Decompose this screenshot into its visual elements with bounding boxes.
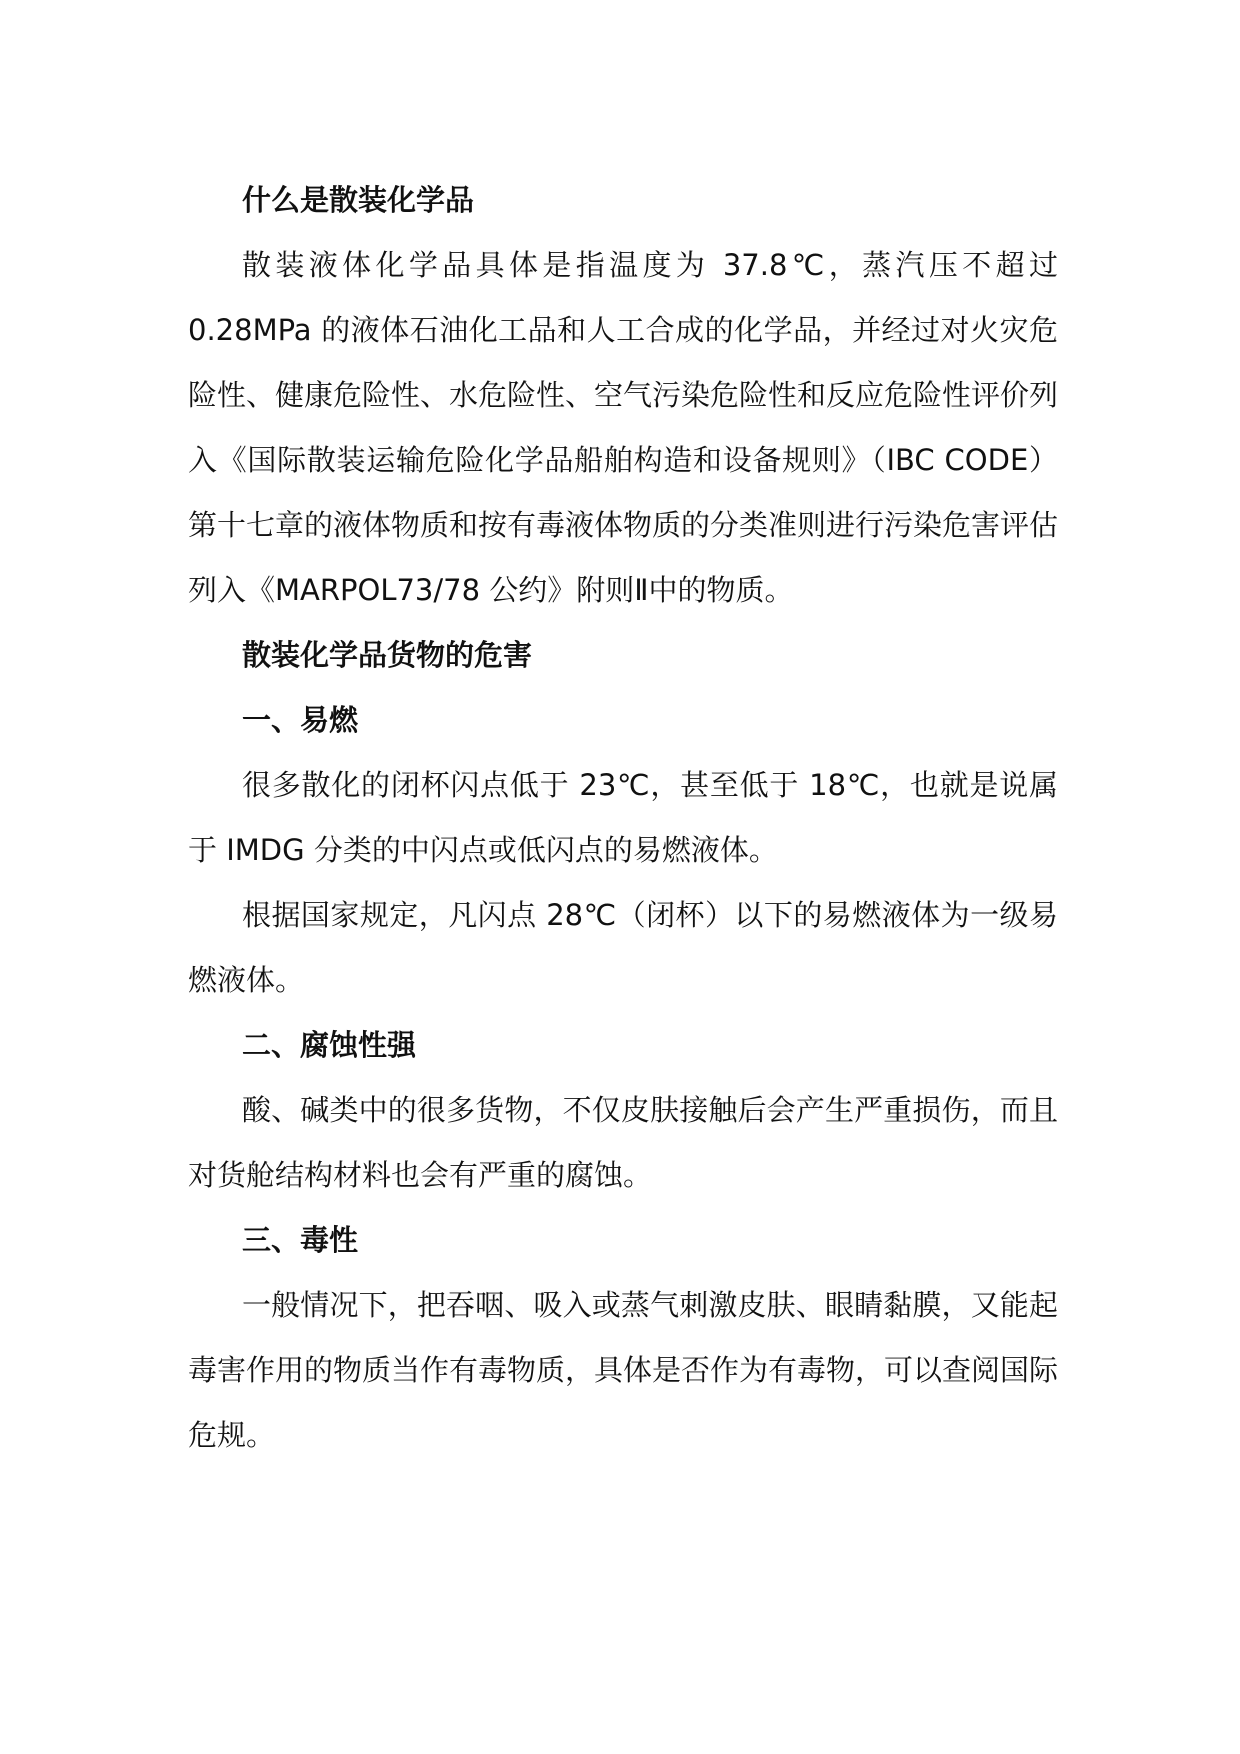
paragraph-definition: 散装液体化学品具体是指温度为 37.8℃，蒸汽压不超过 0.28MPa 的液体石油化工品和人工合成的化学品，并经过对火灾危险性、健康危险性、水危险性、空气污染危险性和反应危险性评价列入《国际散装运输危险化学品船舶构造和设备规则》（IBC CODE）第十七章的液体物质和按有毒液体物质的分类准则进行污染危害评估列入《MARPOL73/78 公约》附则Ⅱ中的物质。 [188,248,1059,607]
paragraph-national-rule: 根据国家规定，凡闪点 28℃（闭杯）以下的易燃液体为一级易燃液体。 [188,898,1058,997]
subheading-toxicity: 三、毒性 [242,1223,359,1257]
subheading-flammable: 一、易燃 [242,703,359,737]
subheading-corrosive: 二、腐蚀性强 [242,1028,417,1062]
section-heading-bulk-chemicals: 什么是散装化学品 [242,183,475,217]
document-body [188,168,1058,1468]
section-heading-hazards: 散装化学品货物的危害 [242,638,533,672]
paragraph-flash-point: 很多散化的闭杯闪点低于 23℃，甚至低于 18℃，也就是说属于 IMDG 分类的中闪点或低闪点的易燃液体。 [188,768,1058,867]
paragraph-toxic-substances: 一般情况下，把吞咽、吸入或蒸气刺激皮肤、眼睛黏膜，又能起毒害作用的物质当作有毒物质，具体是否作为有毒物，可以查阅国际危规。 [188,1288,1059,1452]
paragraph-corrosion: 酸、碱类中的很多货物，不仅皮肤接触后会产生严重损伤，而且对货舱结构材料也会有严重的腐蚀。 [188,1093,1058,1192]
